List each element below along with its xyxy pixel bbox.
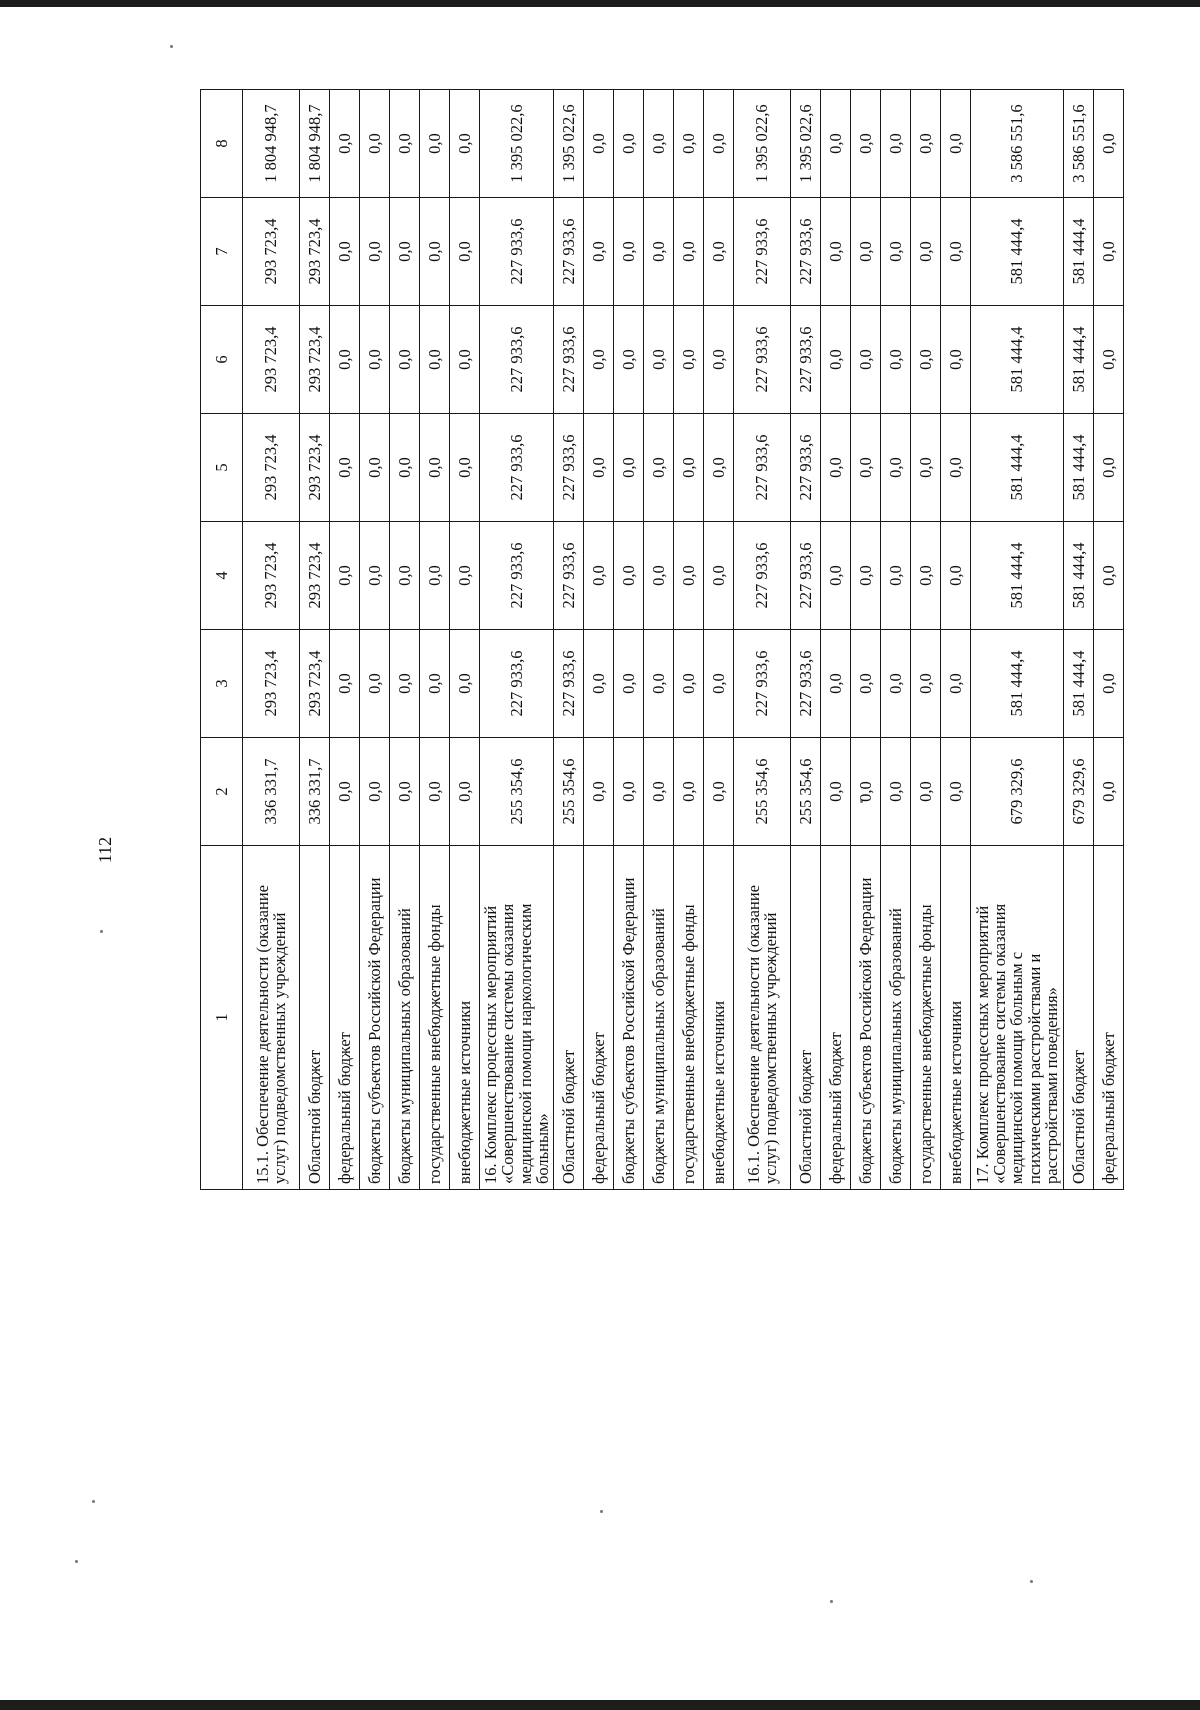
value-cell: 0,0 <box>614 198 644 306</box>
column-header: 2 <box>201 738 243 846</box>
scan-speck <box>92 1500 95 1503</box>
value-cell: 0,0 <box>420 414 450 522</box>
value-cell: 581 444,4 <box>1064 414 1094 522</box>
value-cell: 0,0 <box>821 198 851 306</box>
value-cell: 0,0 <box>881 522 911 630</box>
value-cell: 227 933,6 <box>791 198 821 306</box>
scan-speck <box>830 1600 833 1603</box>
value-cell: 227 933,6 <box>791 630 821 738</box>
value-cell: 0,0 <box>330 738 360 846</box>
value-cell: 0,0 <box>644 306 674 414</box>
value-cell: 0,0 <box>851 738 881 846</box>
value-cell: 0,0 <box>330 198 360 306</box>
value-cell: 0,0 <box>704 306 734 414</box>
value-cell: 293 723,4 <box>243 522 300 630</box>
value-cell: 1 395 022,6 <box>554 90 584 198</box>
value-cell: 227 933,6 <box>480 414 554 522</box>
value-cell: 0,0 <box>450 90 480 198</box>
value-cell: 0,0 <box>450 306 480 414</box>
value-cell: 0,0 <box>420 630 450 738</box>
table-body <box>201 90 1124 1190</box>
value-cell: 3 586 551,6 <box>971 90 1064 198</box>
table-row <box>1094 90 1124 1190</box>
value-cell: 0,0 <box>911 738 941 846</box>
value-cell: 0,0 <box>851 630 881 738</box>
table-row <box>1064 90 1094 1190</box>
value-cell: 0,0 <box>360 414 390 522</box>
value-cell: 336 331,7 <box>300 738 330 846</box>
scan-top-edge <box>0 0 1200 7</box>
row-label: 16. Комплекс процессных мероприятий «Совершенствование системы оказания медицинской помощи наркологическим больным» <box>480 846 554 1190</box>
value-cell: 0,0 <box>644 630 674 738</box>
value-cell: 0,0 <box>911 414 941 522</box>
value-cell: 0,0 <box>821 90 851 198</box>
value-cell: 0,0 <box>1094 90 1124 198</box>
column-header: 6 <box>201 306 243 414</box>
value-cell: 0,0 <box>420 738 450 846</box>
value-cell: 0,0 <box>704 414 734 522</box>
value-cell: 0,0 <box>674 198 704 306</box>
table-row <box>644 90 674 1190</box>
row-label: федеральный бюджет <box>1094 846 1124 1190</box>
value-cell: 0,0 <box>941 522 971 630</box>
value-cell: 0,0 <box>821 738 851 846</box>
value-cell: 0,0 <box>644 738 674 846</box>
table-row <box>791 90 821 1190</box>
value-cell: 0,0 <box>851 306 881 414</box>
value-cell: 0,0 <box>881 90 911 198</box>
table-row <box>911 90 941 1190</box>
value-cell: 0,0 <box>450 522 480 630</box>
value-cell: 293 723,4 <box>300 414 330 522</box>
value-cell: 0,0 <box>450 414 480 522</box>
value-cell: 0,0 <box>360 90 390 198</box>
value-cell: 0,0 <box>674 738 704 846</box>
row-label: 17. Комплекс процессных мероприятий «Совершенствование системы оказания медицинской помощи больным с психическими расстройствами и расстройствами поведения» <box>971 846 1064 1190</box>
table-row <box>243 90 300 1190</box>
value-cell: 255 354,6 <box>480 738 554 846</box>
value-cell: 581 444,4 <box>1064 630 1094 738</box>
value-cell: 293 723,4 <box>300 306 330 414</box>
value-cell: 0,0 <box>420 306 450 414</box>
value-cell: 255 354,6 <box>554 738 584 846</box>
value-cell: 0,0 <box>911 306 941 414</box>
value-cell: 227 933,6 <box>554 198 584 306</box>
scan-speck <box>100 930 103 933</box>
value-cell: 0,0 <box>704 522 734 630</box>
row-label: федеральный бюджет <box>330 846 360 1190</box>
value-cell: 0,0 <box>644 198 674 306</box>
value-cell: 0,0 <box>911 522 941 630</box>
row-label: внебюджетные источники <box>941 846 971 1190</box>
value-cell: 0,0 <box>390 198 420 306</box>
row-label: государственные внебюджетные фонды <box>911 846 941 1190</box>
scan-speck <box>1030 1580 1033 1583</box>
value-cell: 0,0 <box>614 90 644 198</box>
value-cell: 1 804 948,7 <box>300 90 330 198</box>
value-cell: 227 933,6 <box>554 306 584 414</box>
value-cell: 0,0 <box>941 414 971 522</box>
value-cell: 0,0 <box>330 306 360 414</box>
value-cell: 0,0 <box>821 414 851 522</box>
value-cell: 0,0 <box>390 738 420 846</box>
table-row <box>941 90 971 1190</box>
row-label: Областной бюджет <box>554 846 584 1190</box>
row-label: внебюджетные источники <box>450 846 480 1190</box>
value-cell: 0,0 <box>614 630 644 738</box>
value-cell: 0,0 <box>390 90 420 198</box>
table-row <box>300 90 330 1190</box>
value-cell: 227 933,6 <box>480 522 554 630</box>
value-cell: 0,0 <box>941 198 971 306</box>
value-cell: 0,0 <box>614 306 644 414</box>
row-label: бюджеты муниципальных образований <box>881 846 911 1190</box>
scan-speck <box>75 1560 78 1563</box>
table-row <box>330 90 360 1190</box>
value-cell: 0,0 <box>584 738 614 846</box>
value-cell: 0,0 <box>1094 306 1124 414</box>
value-cell: 581 444,4 <box>1064 306 1094 414</box>
table-row <box>614 90 644 1190</box>
value-cell: 0,0 <box>450 198 480 306</box>
value-cell: 227 933,6 <box>734 630 791 738</box>
value-cell: 293 723,4 <box>300 198 330 306</box>
value-cell: 227 933,6 <box>480 306 554 414</box>
table-row <box>390 90 420 1190</box>
value-cell: 0,0 <box>941 306 971 414</box>
value-cell: 0,0 <box>1094 630 1124 738</box>
scan-bottom-edge <box>0 1700 1200 1710</box>
value-cell: 0,0 <box>390 306 420 414</box>
column-header: 4 <box>201 522 243 630</box>
row-label: Областной бюджет <box>300 846 330 1190</box>
value-cell: 1 395 022,6 <box>791 90 821 198</box>
value-cell: 0,0 <box>390 522 420 630</box>
value-cell: 227 933,6 <box>734 414 791 522</box>
table-row <box>360 90 390 1190</box>
rotated-table-wrapper <box>200 90 1118 1190</box>
row-label: бюджеты субъектов Российской Федерации <box>360 846 390 1190</box>
value-cell: 227 933,6 <box>734 198 791 306</box>
value-cell: 0,0 <box>881 414 911 522</box>
page-number: 112 <box>95 836 115 864</box>
row-label: 16.1. Обеспечение деятельности (оказание услуг) подведомственных учреждений <box>734 846 791 1190</box>
value-cell: 227 933,6 <box>791 414 821 522</box>
value-cell: 3 586 551,6 <box>1064 90 1094 198</box>
value-cell: 0,0 <box>704 198 734 306</box>
value-cell: 0,0 <box>420 522 450 630</box>
value-cell: 0,0 <box>821 522 851 630</box>
value-cell: 227 933,6 <box>734 522 791 630</box>
value-cell: 581 444,4 <box>971 306 1064 414</box>
value-cell: 227 933,6 <box>554 522 584 630</box>
table-row <box>704 90 734 1190</box>
value-cell: 0,0 <box>1094 198 1124 306</box>
value-cell: 0,0 <box>360 198 390 306</box>
value-cell: 227 933,6 <box>791 306 821 414</box>
value-cell: 0,0 <box>851 414 881 522</box>
row-label: государственные внебюджетные фонды <box>420 846 450 1190</box>
value-cell: 0,0 <box>584 630 614 738</box>
value-cell: 0,0 <box>330 90 360 198</box>
row-label: федеральный бюджет <box>821 846 851 1190</box>
row-label: бюджеты муниципальных образований <box>644 846 674 1190</box>
value-cell: 0,0 <box>1094 522 1124 630</box>
value-cell: 227 933,6 <box>734 306 791 414</box>
value-cell: 0,0 <box>420 90 450 198</box>
value-cell: 0,0 <box>674 306 704 414</box>
value-cell: 0,0 <box>911 630 941 738</box>
value-cell: 0,0 <box>644 414 674 522</box>
table-row <box>674 90 704 1190</box>
table-row <box>971 90 1064 1190</box>
value-cell: 0,0 <box>821 306 851 414</box>
value-cell: 581 444,4 <box>971 522 1064 630</box>
value-cell: 293 723,4 <box>243 630 300 738</box>
value-cell: 293 723,4 <box>300 522 330 630</box>
table-row <box>450 90 480 1190</box>
value-cell: 227 933,6 <box>554 630 584 738</box>
value-cell: 0,0 <box>644 522 674 630</box>
value-cell: 0,0 <box>704 90 734 198</box>
value-cell: 581 444,4 <box>971 414 1064 522</box>
scan-speck <box>170 45 173 48</box>
table-row <box>881 90 911 1190</box>
table-row <box>420 90 450 1190</box>
value-cell: 293 723,4 <box>243 414 300 522</box>
value-cell: 0,0 <box>584 306 614 414</box>
value-cell: 679 329,6 <box>1064 738 1094 846</box>
value-cell: 0,0 <box>851 198 881 306</box>
value-cell: 1 395 022,6 <box>734 90 791 198</box>
column-header: 7 <box>201 198 243 306</box>
value-cell: 0,0 <box>644 90 674 198</box>
value-cell: 227 933,6 <box>480 198 554 306</box>
row-label: Областной бюджет <box>1064 846 1094 1190</box>
table-row <box>480 90 554 1190</box>
table-row <box>734 90 791 1190</box>
value-cell: 0,0 <box>450 630 480 738</box>
value-cell: 293 723,4 <box>300 630 330 738</box>
value-cell: 0,0 <box>360 738 390 846</box>
value-cell: 0,0 <box>614 414 644 522</box>
value-cell: 0,0 <box>584 414 614 522</box>
column-header: 8 <box>201 90 243 198</box>
row-label: 15.1. Обеспечение деятельности (оказание услуг) подведомственных учреждений <box>243 846 300 1190</box>
value-cell: 0,0 <box>674 522 704 630</box>
value-cell: 0,0 <box>584 522 614 630</box>
table-row <box>821 90 851 1190</box>
value-cell: 1 395 022,6 <box>480 90 554 198</box>
value-cell: 581 444,4 <box>1064 198 1094 306</box>
value-cell: 0,0 <box>851 522 881 630</box>
column-header: 1 <box>201 846 243 1190</box>
value-cell: 0,0 <box>911 198 941 306</box>
value-cell: 0,0 <box>584 198 614 306</box>
value-cell: 0,0 <box>1094 738 1124 846</box>
value-cell: 0,0 <box>360 522 390 630</box>
value-cell: 0,0 <box>881 198 911 306</box>
value-cell: 0,0 <box>881 738 911 846</box>
value-cell: 0,0 <box>851 90 881 198</box>
value-cell: 227 933,6 <box>554 414 584 522</box>
value-cell: 0,0 <box>330 522 360 630</box>
row-label: бюджеты субъектов Российской Федерации <box>851 846 881 1190</box>
table-row <box>851 90 881 1190</box>
row-label: бюджеты муниципальных образований <box>390 846 420 1190</box>
value-cell: 0,0 <box>674 630 704 738</box>
value-cell: 0,0 <box>821 630 851 738</box>
value-cell: 0,0 <box>614 738 644 846</box>
table-row <box>584 90 614 1190</box>
value-cell: 0,0 <box>614 522 644 630</box>
row-label: Областной бюджет <box>791 846 821 1190</box>
value-cell: 0,0 <box>941 738 971 846</box>
budget-table <box>200 89 1124 1190</box>
value-cell: 679 329,6 <box>971 738 1064 846</box>
value-cell: 1 804 948,7 <box>243 90 300 198</box>
row-label: внебюджетные источники <box>704 846 734 1190</box>
value-cell: 0,0 <box>1094 414 1124 522</box>
header-row <box>201 90 243 1190</box>
value-cell: 581 444,4 <box>971 630 1064 738</box>
value-cell: 0,0 <box>360 306 390 414</box>
value-cell: 293 723,4 <box>243 198 300 306</box>
value-cell: 0,0 <box>881 306 911 414</box>
row-label: государственные внебюджетные фонды <box>674 846 704 1190</box>
table-row <box>554 90 584 1190</box>
column-header: 3 <box>201 630 243 738</box>
value-cell: 336 331,7 <box>243 738 300 846</box>
row-label: федеральный бюджет <box>584 846 614 1190</box>
value-cell: 0,0 <box>390 630 420 738</box>
column-header: 5 <box>201 414 243 522</box>
value-cell: 581 444,4 <box>1064 522 1094 630</box>
scan-speck <box>600 1510 603 1513</box>
value-cell: 0,0 <box>704 630 734 738</box>
value-cell: 0,0 <box>420 198 450 306</box>
value-cell: 227 933,6 <box>791 522 821 630</box>
value-cell: 293 723,4 <box>243 306 300 414</box>
value-cell: 0,0 <box>330 630 360 738</box>
value-cell: 0,0 <box>911 90 941 198</box>
value-cell: 0,0 <box>941 630 971 738</box>
row-label: бюджеты субъектов Российской Федерации <box>614 846 644 1190</box>
value-cell: 0,0 <box>881 630 911 738</box>
value-cell: 0,0 <box>674 414 704 522</box>
value-cell: 255 354,6 <box>734 738 791 846</box>
value-cell: 0,0 <box>674 90 704 198</box>
value-cell: 0,0 <box>584 90 614 198</box>
value-cell: 0,0 <box>941 90 971 198</box>
value-cell: 0,0 <box>330 414 360 522</box>
value-cell: 0,0 <box>704 738 734 846</box>
value-cell: 0,0 <box>450 738 480 846</box>
value-cell: 227 933,6 <box>480 630 554 738</box>
value-cell: 255 354,6 <box>791 738 821 846</box>
value-cell: 0,0 <box>360 630 390 738</box>
value-cell: 581 444,4 <box>971 198 1064 306</box>
value-cell: 0,0 <box>390 414 420 522</box>
